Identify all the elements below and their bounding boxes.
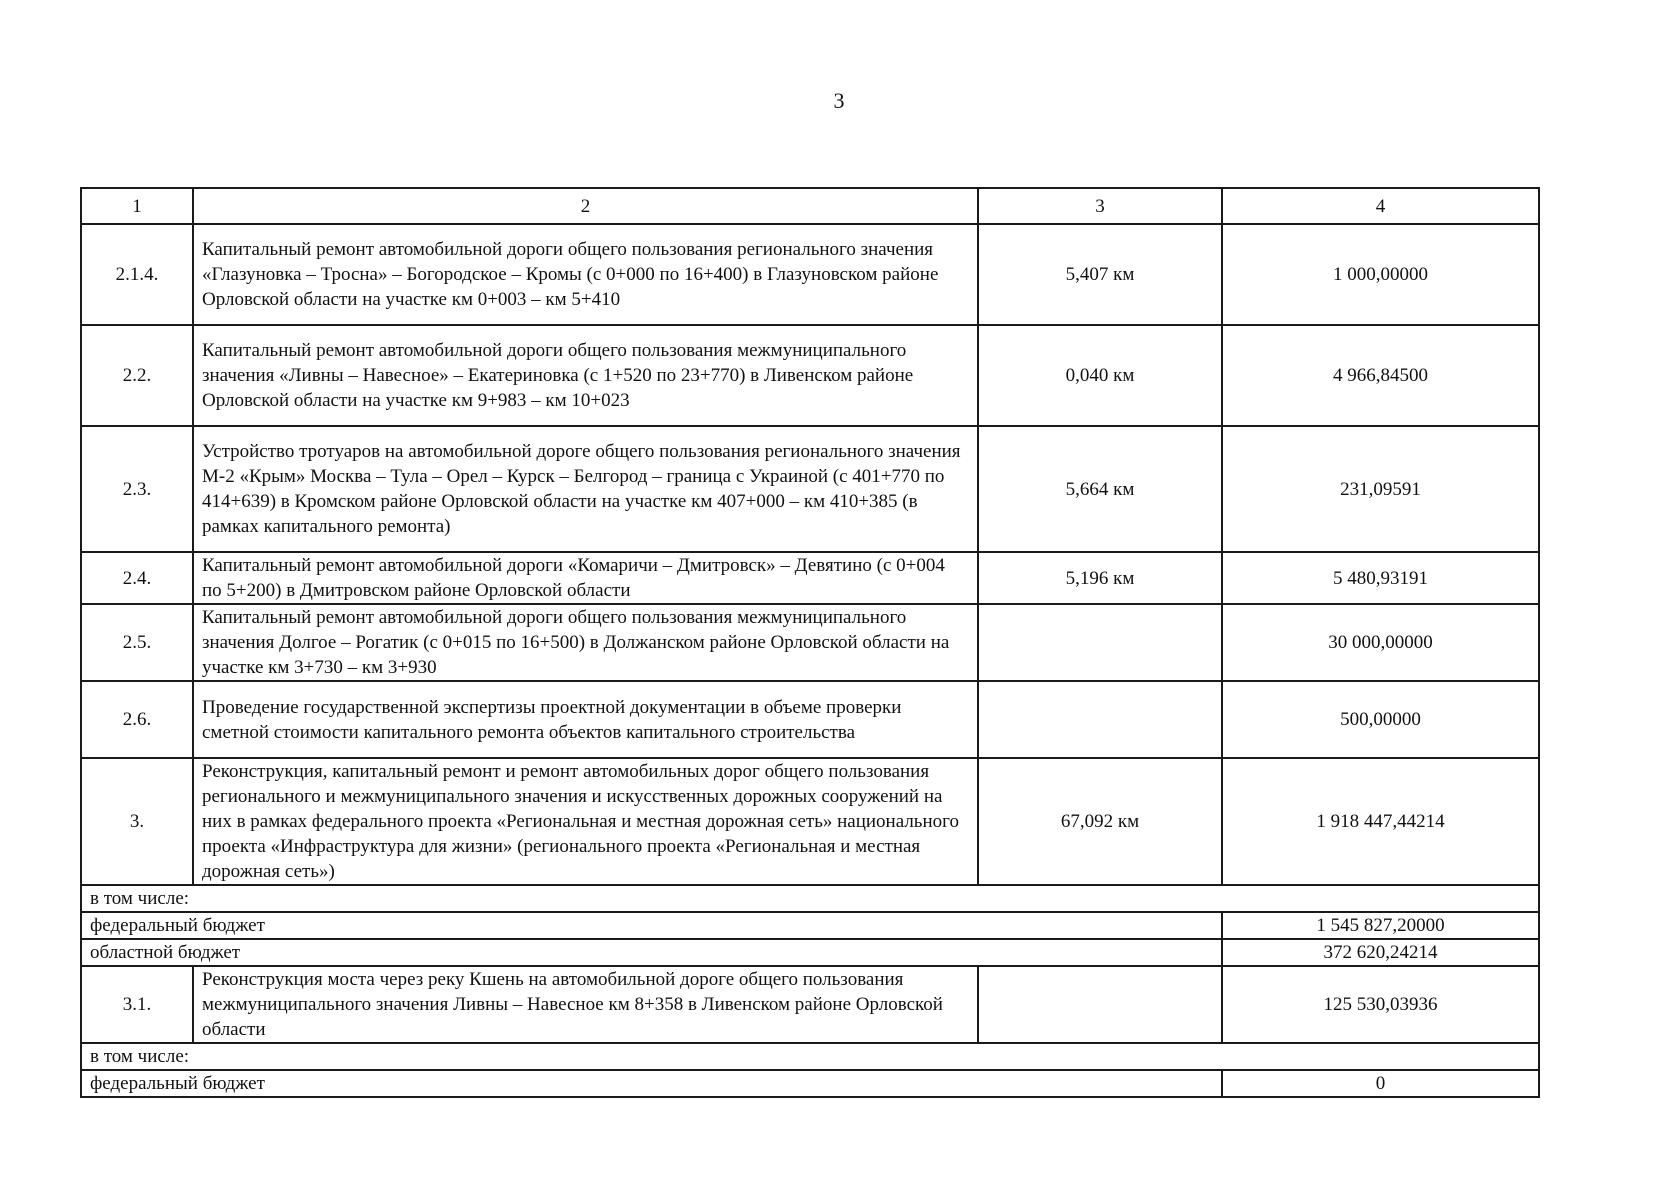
- row-length: [978, 966, 1222, 1043]
- federal-budget-label: федеральный бюджет: [81, 1070, 1222, 1097]
- header-cell-3: 3: [978, 188, 1222, 224]
- data-table: [80, 187, 1540, 1098]
- row-number: 2.3.: [81, 426, 193, 552]
- federal-budget-sum: 1 545 827,20000: [1222, 912, 1539, 939]
- regional-budget-sum: 372 620,24214: [1222, 939, 1539, 966]
- row-description: Капитальный ремонт автомобильной дороги общего пользования межмуниципального значения «Ливны – Навесное» – Екатериновка (с 1+520 по 23+770) в Ливенском районе Орловской области на участке км 9+983 – км 10+023: [193, 325, 978, 426]
- table-row: [81, 681, 1539, 758]
- federal-budget-label: федеральный бюджет: [81, 912, 1222, 939]
- row-number: 2.4.: [81, 552, 193, 604]
- row-sum: 5 480,93191: [1222, 552, 1539, 604]
- including-row: [81, 1043, 1539, 1070]
- row-length: 5,407 км: [978, 224, 1222, 325]
- page-number: 3: [833, 88, 845, 113]
- row-number: 2.2.: [81, 325, 193, 426]
- row-number: 3.1.: [81, 966, 193, 1043]
- federal-budget-row: [81, 1070, 1539, 1097]
- row-number: 2.1.4.: [81, 224, 193, 325]
- row-sum: 1 000,00000: [1222, 224, 1539, 325]
- row-length: 5,196 км: [978, 552, 1222, 604]
- row-sum: 125 530,03936: [1222, 966, 1539, 1043]
- row-length: [978, 681, 1222, 758]
- regional-budget-row: [81, 939, 1539, 966]
- row-sum: 231,09591: [1222, 426, 1539, 552]
- including-label: в том числе:: [81, 885, 1539, 912]
- row-sum: 4 966,84500: [1222, 325, 1539, 426]
- table-row: [81, 325, 1539, 426]
- row-description: Реконструкция, капитальный ремонт и ремонт автомобильных дорог общего пользования регионального и межмуниципального значения и искусственных дорожных сооружений на них в рамках федерального проекта «Региональная и местная дорожная сеть» национального проекта «Инфраструктура для жизни» (регионального проекта «Региональная и местная дорожная сеть»): [193, 758, 978, 885]
- including-label: в том числе:: [81, 1043, 1539, 1070]
- row-description: Капитальный ремонт автомобильной дороги общего пользования регионального значения «Глазуновка – Тросна» – Богородское – Кромы (с 0+000 по 16+400) в Глазуновском районе Орловской области на участке км 0+003 – км 5+410: [193, 224, 978, 325]
- row-description: Реконструкция моста через реку Кшень на автомобильной дороге общего пользования межмуниципального значения Ливны – Навесное км 8+358 в Ливенском районе Орловской области: [193, 966, 978, 1043]
- table-row: [81, 604, 1539, 681]
- including-row: [81, 885, 1539, 912]
- row-description: Капитальный ремонт автомобильной дороги «Комаричи – Дмитровск» – Девятино (с 0+004 по 5+200) в Дмитровском районе Орловской области: [193, 552, 978, 604]
- table-row: [81, 552, 1539, 604]
- header-cell-4: 4: [1222, 188, 1539, 224]
- row-number: 2.6.: [81, 681, 193, 758]
- row-number: 2.5.: [81, 604, 193, 681]
- table-row: [81, 224, 1539, 325]
- row-sum: 30 000,00000: [1222, 604, 1539, 681]
- row-description: Проведение государственной экспертизы проектной документации в объеме проверки сметной стоимости капитального ремонта объектов капитального строительства: [193, 681, 978, 758]
- row-length: [978, 604, 1222, 681]
- federal-budget-sum: 0: [1222, 1070, 1539, 1097]
- row-description: Устройство тротуаров на автомобильной дороге общего пользования регионального значения М-2 «Крым» Москва – Тула – Орел – Курск – Белгород – граница с Украиной (с 401+770 по 414+639) в Кромском районе Орловской области на участке км 407+000 – км 410+385 (в рамках капитального ремонта): [193, 426, 978, 552]
- table-row: [81, 966, 1539, 1043]
- federal-budget-row: [81, 912, 1539, 939]
- row-length: 67,092 км: [978, 758, 1222, 885]
- table-row: [81, 758, 1539, 885]
- row-number: 3.: [81, 758, 193, 885]
- table-header-row: [81, 188, 1539, 224]
- header-cell-1: 1: [81, 188, 193, 224]
- row-sum: 500,00000: [1222, 681, 1539, 758]
- header-cell-2: 2: [193, 188, 978, 224]
- row-length: 5,664 км: [978, 426, 1222, 552]
- table-row: [81, 426, 1539, 552]
- row-sum: 1 918 447,44214: [1222, 758, 1539, 885]
- row-length: 0,040 км: [978, 325, 1222, 426]
- row-description: Капитальный ремонт автомобильной дороги общего пользования межмуниципального значения Долгое – Рогатик (с 0+015 по 16+500) в Должанском районе Орловской области на участке км 3+730 – км 3+930: [193, 604, 978, 681]
- regional-budget-label: областной бюджет: [81, 939, 1222, 966]
